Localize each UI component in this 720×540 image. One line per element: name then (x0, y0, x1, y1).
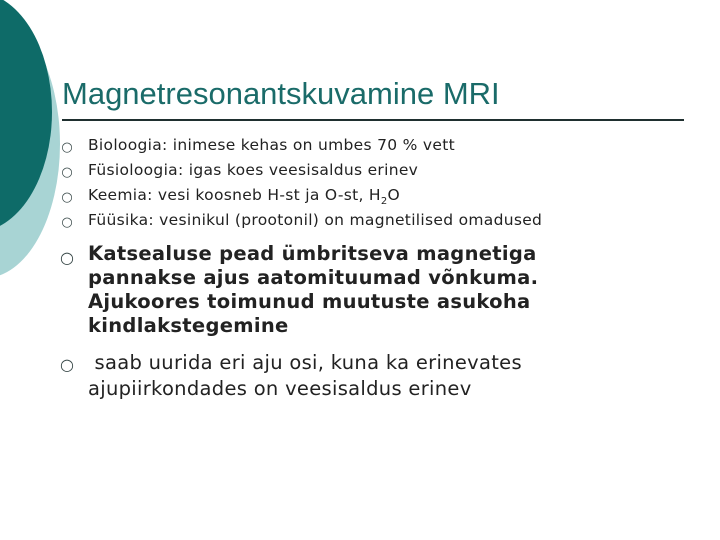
conclusion-line: saab uurida eri aju osi, kuna ka erinevates (88, 351, 522, 374)
list-item-chemistry (88, 186, 400, 207)
experiment-line: kindlakstegemine (88, 314, 289, 337)
chemistry-text: Keemia: vesi koosneb H-st ja O-st, H (88, 186, 381, 204)
experiment-line: Ajukoores toimunud muutuste asukoha (88, 290, 531, 313)
list-item-conclusion (88, 350, 522, 402)
bullet-icon: ○ (60, 355, 74, 374)
experiment-line: pannakse ajus aatomituumad võnkuma. (88, 266, 539, 289)
title-underline (62, 119, 684, 121)
chemistry-text-end: O (387, 186, 401, 204)
bullet-icon: ○ (61, 215, 73, 230)
list-item-experiment (88, 242, 538, 338)
experiment-line: Katsealuse pead ümbritseva magnetiga (88, 242, 537, 265)
list-item-physics: Füüsika: vesinikul (prootonil) on magnetilised omadused (88, 211, 543, 229)
bullet-icon: ○ (60, 248, 74, 267)
conclusion-line: ajupiirkondades on veesisaldus erinev (88, 377, 472, 400)
list-item-biology: Bioloogia: inimese kehas on umbes 70 % vett (88, 136, 455, 154)
chemistry-subscript: 2 (380, 196, 388, 208)
slide-title: Magnetresonantskuvamine MRI (62, 76, 500, 111)
bullet-icon: ○ (61, 140, 73, 155)
list-item-physiology: Füsioloogia: igas koes veesisaldus erinev (88, 161, 419, 179)
bullet-icon: ○ (61, 165, 73, 180)
bullet-icon: ○ (61, 190, 73, 205)
